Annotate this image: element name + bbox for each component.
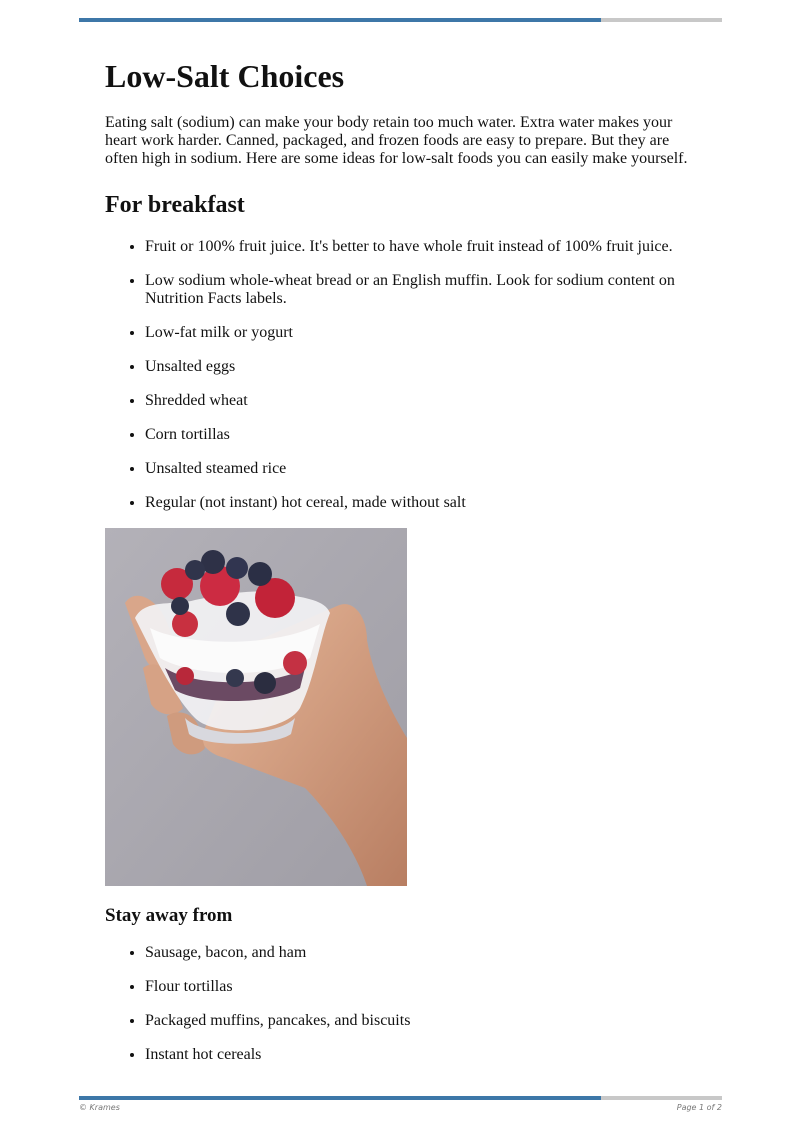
page-footer	[79, 1096, 722, 1112]
list-item: • Sausage, bacon, and ham	[145, 944, 705, 962]
page-title: Low-Salt Choices	[105, 58, 345, 94]
footer-rule	[79, 1096, 722, 1100]
list-item: • Instant hot cereals	[145, 1046, 705, 1064]
list-item: • Flour tortillas	[145, 978, 705, 996]
copyright-text: © Krames	[79, 1103, 120, 1112]
page-number: Page 1 of 2	[676, 1103, 722, 1112]
list-item: • Shredded wheat	[145, 392, 705, 410]
intro-paragraph: Eating salt (sodium) can make your body retain too much water. Extra water makes your heart work harder. Canned, packaged, and frozen foods are easy to prepare. But they are often high in sodium. Here are some ideas for low-salt foods you can easily make yourself.	[105, 114, 688, 167]
top-rule-accent	[79, 18, 601, 22]
top-rule	[79, 18, 722, 22]
list-item: • Fruit or 100% fruit juice. It's better to have whole fruit instead of 100% fruit juice.	[145, 238, 705, 256]
yogurt-parfait-photo	[105, 528, 407, 886]
breakfast-list	[105, 238, 705, 512]
avoid-heading: Stay away from	[105, 905, 233, 926]
list-item: • Low sodium whole-wheat bread or an English muffin. Look for sodium content on Nutrition Facts labels.	[145, 272, 705, 308]
list-item: • Unsalted steamed rice	[145, 460, 705, 478]
document-body	[105, 56, 705, 1080]
footer-rule-accent	[79, 1096, 601, 1100]
avoid-list	[105, 944, 705, 1064]
list-item: • Corn tortillas	[145, 426, 705, 444]
list-item: • Packaged muffins, pancakes, and biscuits	[145, 1012, 705, 1030]
list-item: • Unsalted eggs	[145, 358, 705, 376]
breakfast-heading: For breakfast	[105, 192, 245, 218]
list-item: • Regular (not instant) hot cereal, made without salt	[145, 494, 705, 512]
list-item: • Low-fat milk or yogurt	[145, 324, 705, 342]
